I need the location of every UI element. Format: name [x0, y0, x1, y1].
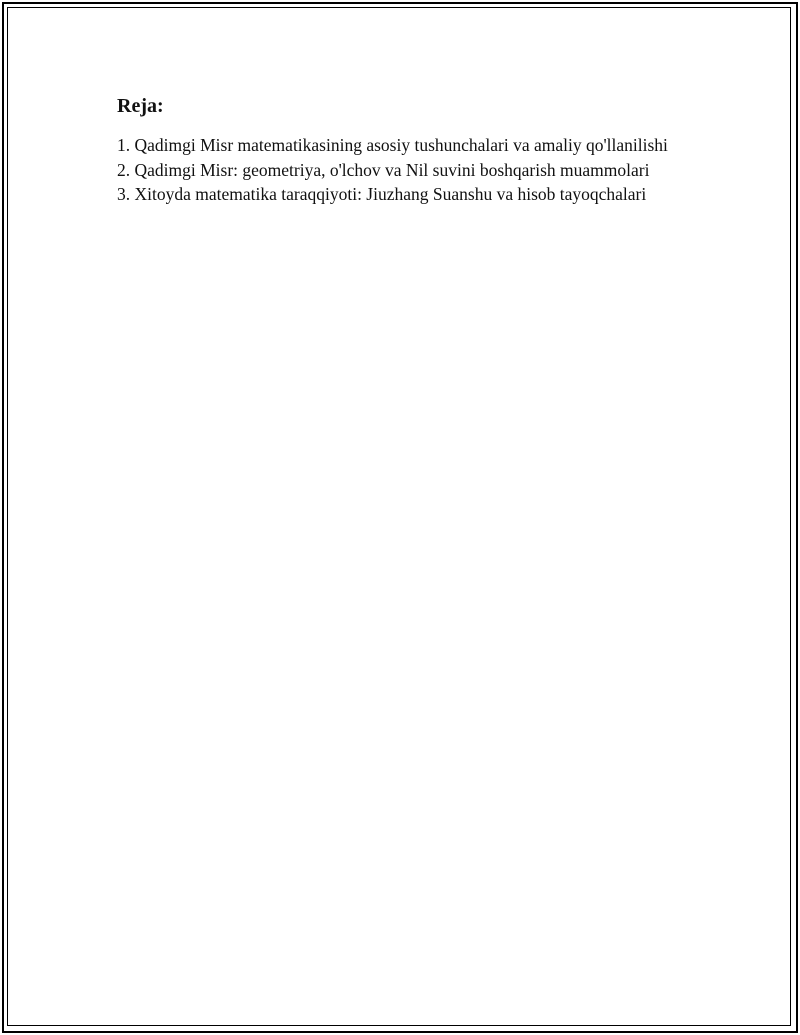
- plan-item-2: 2. Qadimgi Misr: geometriya, o'lchov va Nil suvini boshqarish muammolari: [117, 159, 650, 180]
- document-content: [117, 93, 697, 207]
- plan-item-1: 1. Qadimgi Misr matematikasining asosiy tushunchalari va amaliy qo'llanilishi: [117, 135, 668, 155]
- plan-item-3: 3. Xitoyda matematika taraqqiyoti: Jiuzhang Suanshu va hisob tayoqchalari: [117, 184, 647, 204]
- plan-list: [117, 133, 697, 207]
- plan-heading: Reja:: [117, 95, 164, 117]
